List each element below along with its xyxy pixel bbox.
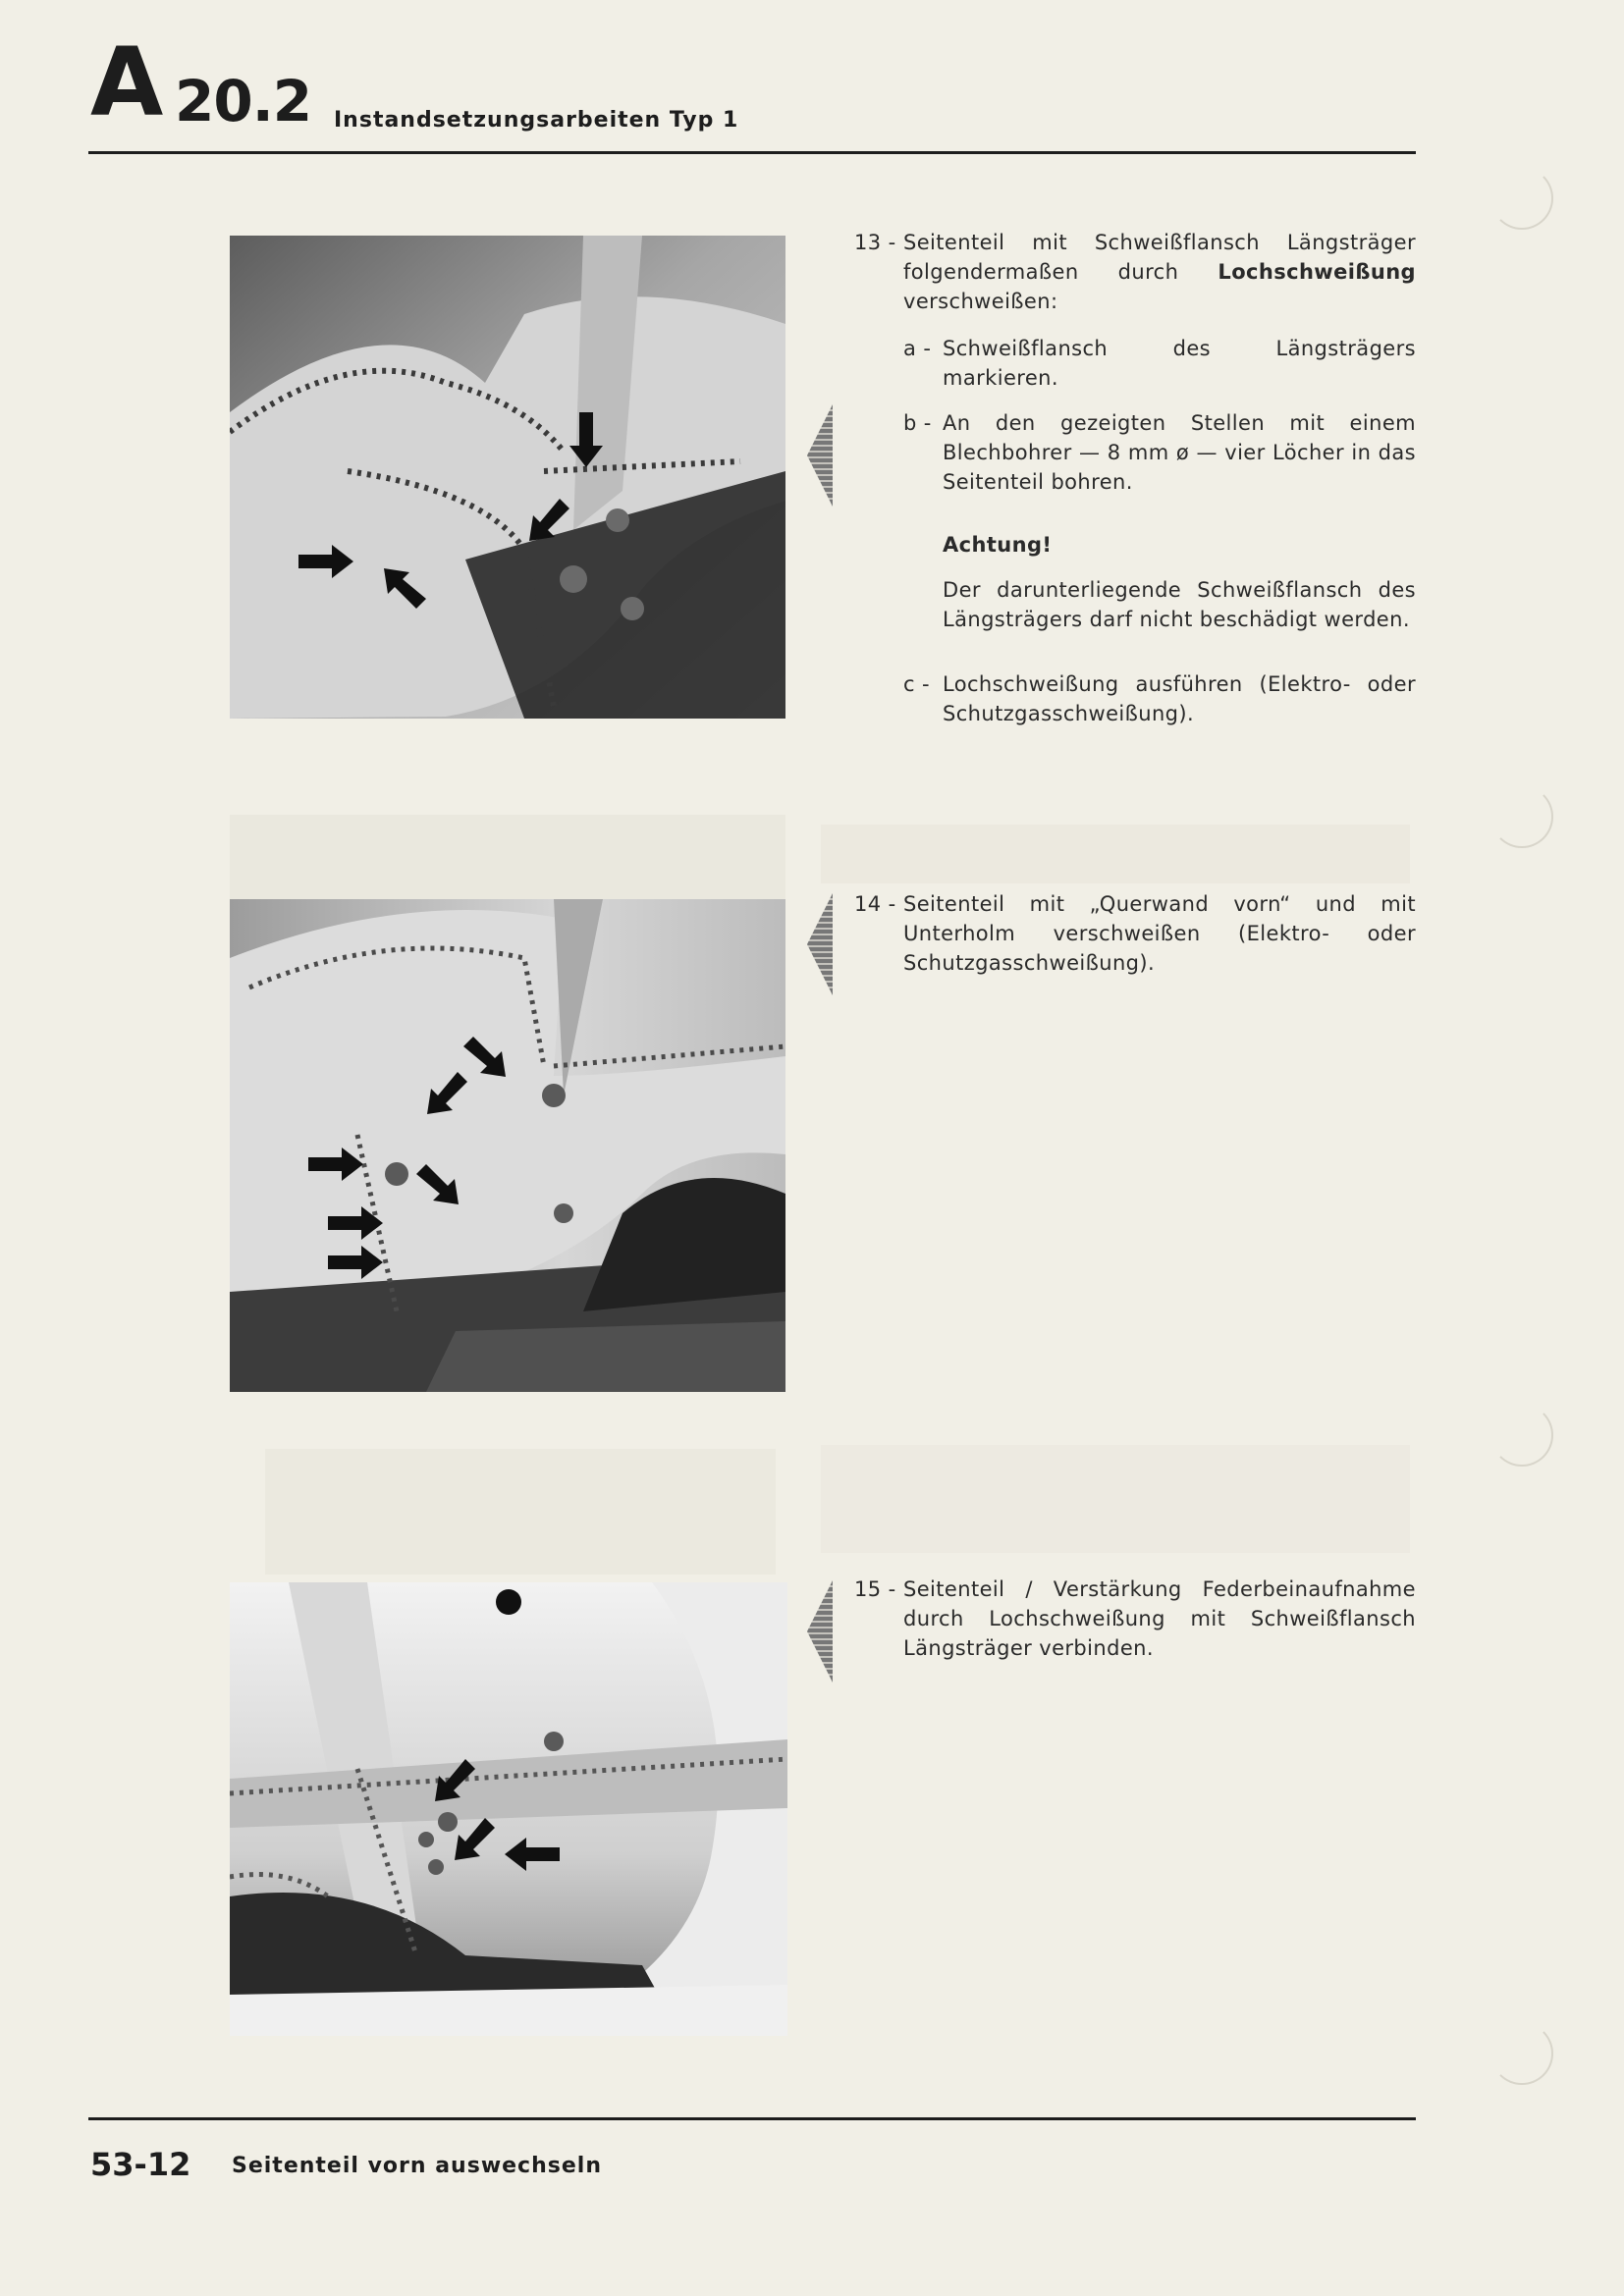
substep-label: a - [903,337,932,360]
bleed-through-shade [265,1449,776,1575]
step-number: 15 - [854,1577,896,1601]
caution-heading: Achtung! [943,533,1053,557]
marker-triangle-icon [805,404,825,507]
punch-hole [1490,2022,1553,2085]
step-text: Seitenteil mit „Querwand vorn“ und mit Unterholm verschweißen (Elektro- oder Schutzgasschweißung). [903,892,1416,975]
photo-step-15 [230,1582,787,2036]
step-13 [854,228,1416,316]
substep-a [903,334,1416,393]
photo-step-14 [230,899,785,1392]
step-14 [854,889,1416,978]
substep-text: Lochschweißung ausführen (Elektro- oder Schutzgasschweißung). [943,672,1416,725]
footer-rule [88,2117,1416,2120]
bleed-through-shade [821,1445,1410,1553]
punch-hole [1490,167,1553,230]
caution-text [943,575,1416,634]
step-15 [854,1575,1416,1663]
substep-label: c - [903,672,930,696]
bleed-through-shade [821,825,1410,883]
section-number: 20.2 [175,68,312,134]
step-text-part: Seitenteil mit Schweißflansch Längsträger folgendermaßen durch [903,231,1416,284]
section-letter: A [90,27,161,137]
punch-hole [1490,785,1553,848]
step-number: 14 - [854,892,896,916]
substep-c [903,669,1416,728]
step-number: 13 - [854,231,896,254]
marker-triangle-icon [805,893,825,995]
bleed-through-shade [230,815,785,899]
substep-text: An den gezeigten Stellen mit einem Blechbohrer — 8 mm ø — vier Löcher in das Seitenteil bohren. [943,411,1416,494]
page-number: 53-12 [90,2146,191,2183]
substep-text: Schweißflansch des Längsträgers markieren. [943,337,1416,390]
footer-title: Seitenteil vorn auswechseln [232,2154,602,2178]
step-text-part: verschweißen: [903,290,1058,313]
caution-body: Der darunterliegende Schweißflansch des Längsträgers darf nicht beschädigt werden. [943,578,1416,631]
step-text [903,228,1416,316]
header-rule [88,151,1416,154]
substep-label: b - [903,411,932,435]
substep-b [903,408,1416,497]
step-text: Seitenteil / Verstärkung Federbeinaufnahme durch Lochschweißung mit Schweißflansch Längsträger verbinden. [903,1577,1416,1660]
step-text-bold: Lochschweißung [1218,260,1416,284]
punch-hole [1490,1404,1553,1467]
header-title: Instandsetzungsarbeiten Typ 1 [334,108,739,133]
marker-triangle-icon [805,1580,825,1682]
photo-step-13 [230,236,785,719]
